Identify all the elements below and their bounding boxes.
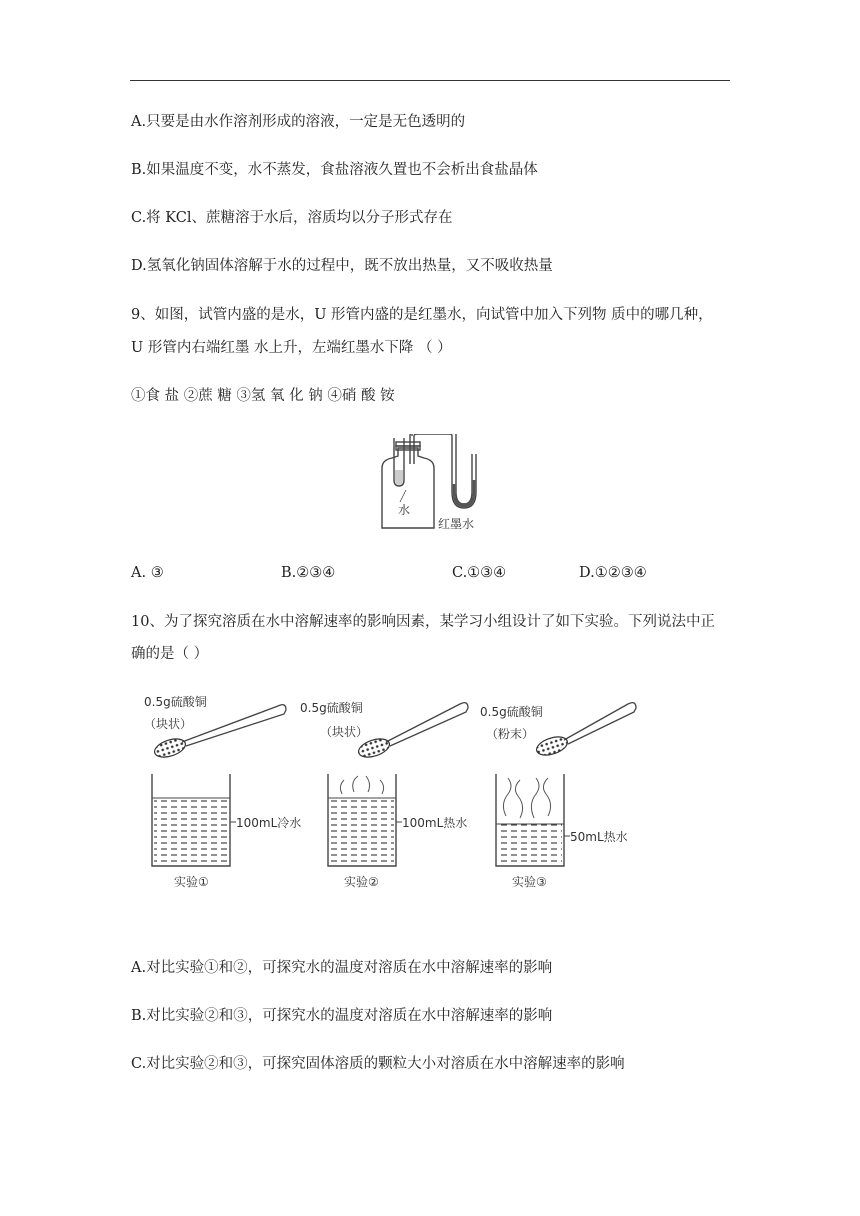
exp2-water: 100mL热水 (402, 816, 468, 830)
experiment-1 (144, 694, 301, 889)
exp1-mass: 0.5g硫酸铜 (144, 695, 207, 709)
exp1-form: （块状） (144, 717, 193, 731)
q9-u-tube-label: 红墨水 (438, 517, 475, 531)
exp2-label: 实验② (344, 875, 379, 889)
q10-option-a: A.对比实验①和②，可探究水的温度对溶质在水中溶解速率的影响 (131, 960, 553, 976)
q8-option-d: D.氢氧化钠固体溶解于水的过程中，既不放出热量，又不吸收热量 (131, 258, 553, 274)
q10-experiments-figure (140, 690, 650, 890)
q8-option-a: A.只要是由水作溶剂形成的溶液，一定是无色透明的 (131, 114, 466, 130)
q9-tube-label: 水 (398, 503, 411, 517)
exp2-mass: 0.5g硫酸铜 (300, 701, 363, 715)
spoon-icon (356, 703, 468, 761)
q9-option-c: C.①③④ (452, 565, 507, 581)
exp3-form: （粉末） (486, 727, 535, 741)
q10-stem-line1: 10、为了探究溶质在水中溶解速率的影响因素，某学习小组设计了如下实验。下列说法中正 (131, 614, 715, 630)
q9-apparatus-figure (370, 434, 500, 534)
q8-option-c: C.将 KCl、蔗糖溶于水后，溶质均以分子形式存在 (131, 210, 453, 226)
exp1-water: 100mL冷水 (236, 816, 302, 830)
exp3-mass: 0.5g硫酸铜 (480, 705, 543, 719)
q9-stem-line1: 9、如图，试管内盛的是水，U 形管内盛的是红墨水，向试管中加入下列物 质中的哪几种， (131, 307, 713, 323)
exp2-form: （块状） (320, 725, 369, 739)
q9-substances: ①食 盐 ②蔗 糖 ③氢 氧 化 钠 ④硝 酸 铵 (131, 388, 395, 404)
spoon-icon (534, 703, 636, 759)
experiment-2 (300, 700, 468, 889)
q9-option-b: B.②③④ (281, 565, 336, 581)
header-rule (130, 80, 730, 81)
q10-option-c: C.对比实验②和③，可探究固体溶质的颗粒大小对溶质在水中溶解速率的影响 (131, 1056, 625, 1072)
exp3-water: 50mL热水 (570, 830, 628, 844)
experiment-3 (480, 703, 636, 889)
q10-option-b: B.对比实验②和③，可探究水的温度对溶质在水中溶解速率的影响 (131, 1008, 553, 1024)
q9-option-d: D.①②③④ (579, 565, 647, 581)
spoon-icon (152, 705, 286, 761)
exp3-label: 实验③ (512, 875, 547, 889)
q8-option-b: B.如果温度不变，水不蒸发，食盐溶液久置也不会析出食盐晶体 (131, 162, 538, 178)
q9-stem-line2: U 形管内右端红墨 水上升，左端红墨水下降 （ ） (131, 340, 452, 356)
q9-option-a: A. ③ (131, 565, 164, 581)
q10-stem-line2: 确的是（ ） (131, 646, 209, 662)
exp1-label: 实验① (174, 875, 209, 889)
